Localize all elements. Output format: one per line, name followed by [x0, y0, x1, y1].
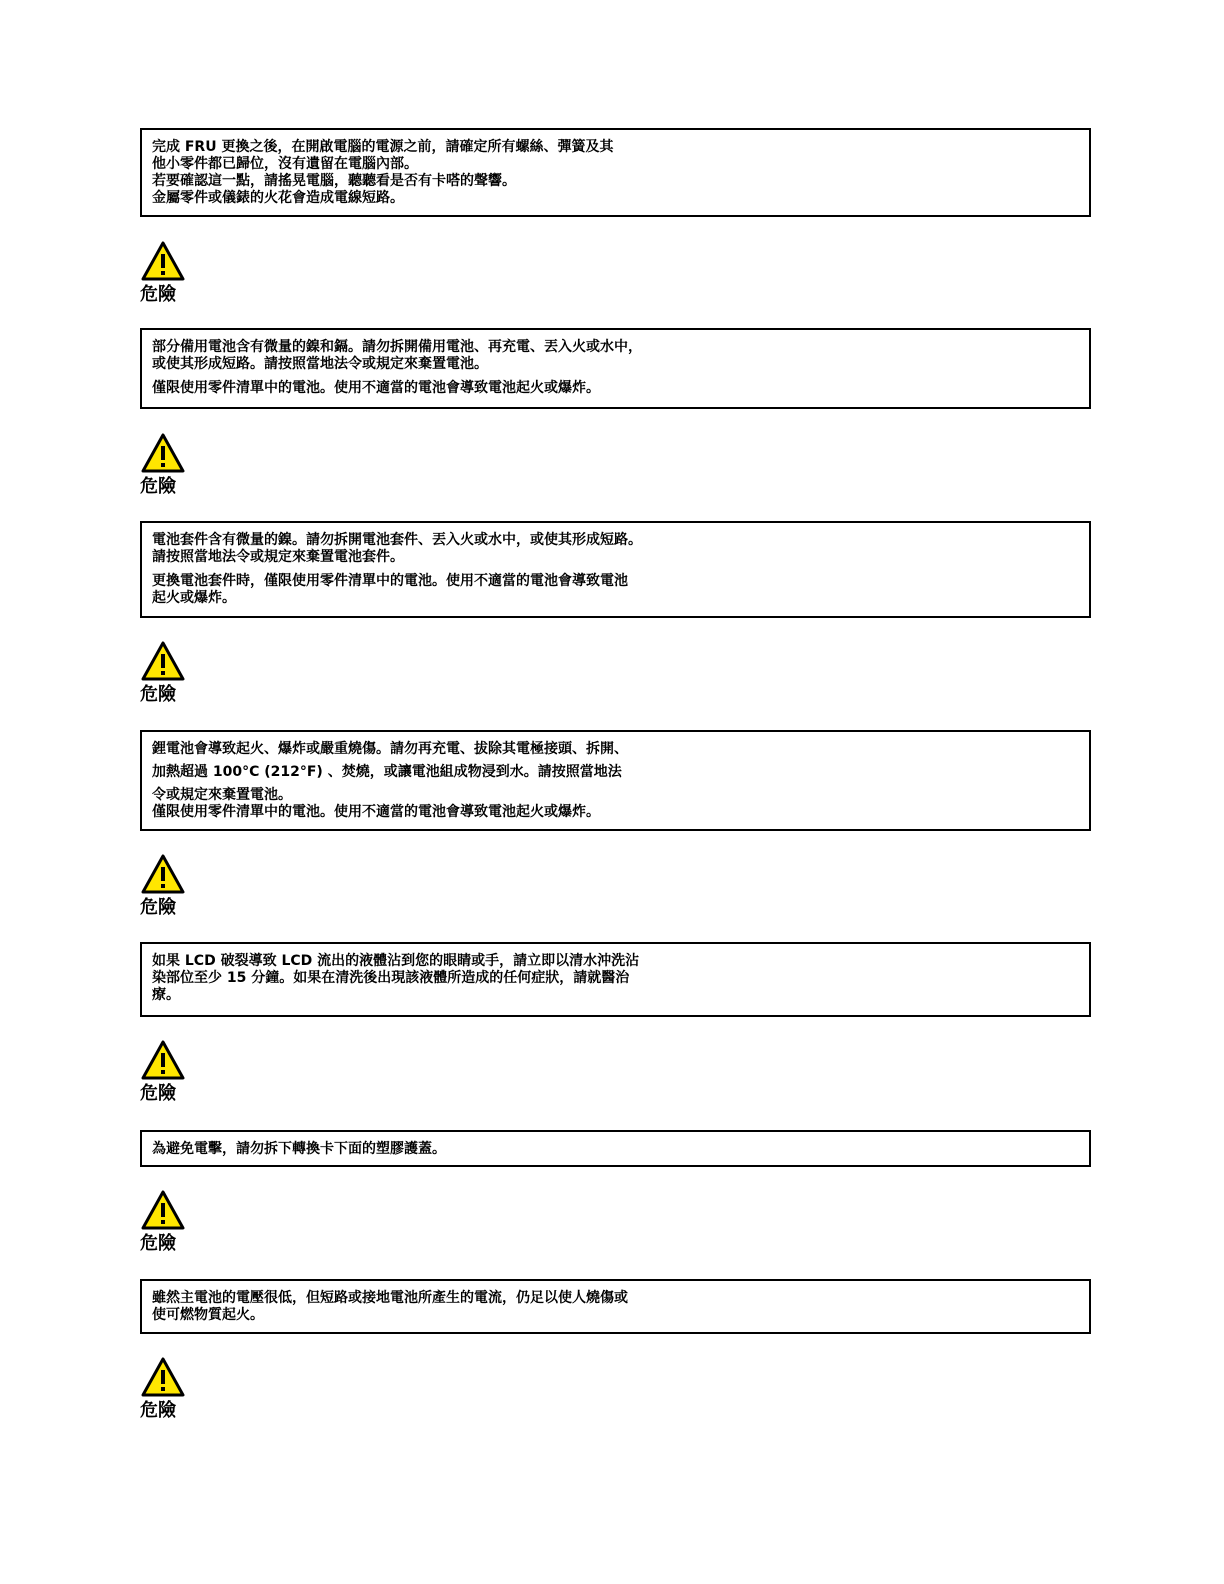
- notice-text: 完成 FRU 更換之後，在開啟電腦的電源之前，請確定所有螺絲、彈簧及其: [152, 139, 614, 155]
- danger-warning-7: [140, 1356, 200, 1421]
- danger-warning-2: [140, 432, 200, 497]
- notice-text: 雖然主電池的電壓很低，但短路或接地電池所產生的電流，仍足以使人燒傷或: [152, 1290, 628, 1306]
- danger-label: 危險: [140, 284, 176, 305]
- warning-triangle-icon: [140, 1039, 186, 1081]
- notice-text: 加熱超過 100°C (212°F) 、焚燒，或讓電池組成物浸到水。請按照當地法: [152, 764, 622, 780]
- notice-text: 令或規定來棄置電池。: [152, 787, 292, 803]
- danger-label: 危險: [140, 476, 176, 497]
- notice-text: 起火或爆炸。: [152, 590, 236, 606]
- notice-text: 電池套件含有微量的鎳。請勿拆開電池套件、丟入火或水中，或使其形成短路。: [152, 532, 642, 548]
- danger-label: 危險: [140, 1083, 176, 1104]
- safety-notice-3: [140, 521, 1091, 618]
- danger-label: 危險: [140, 897, 176, 918]
- danger-warning-6: [140, 1189, 200, 1254]
- danger-label: 危險: [140, 684, 176, 705]
- warning-triangle-icon: [140, 1189, 186, 1231]
- notice-text: 如果 LCD 破裂導致 LCD 流出的液體沾到您的眼睛或手，請立即以清水沖洗沾: [152, 953, 640, 969]
- notice-text: 請按照當地法令或規定來棄置電池套件。: [152, 549, 404, 565]
- warning-triangle-icon: [140, 240, 186, 282]
- safety-notice-1: [140, 128, 1091, 217]
- safety-notice-7: [140, 1279, 1091, 1334]
- notice-text: 療。: [152, 987, 180, 1003]
- notice-text: 更換電池套件時，僅限使用零件清單中的電池。使用不適當的電池會導致電池: [152, 573, 628, 589]
- safety-notice-4: [140, 730, 1091, 831]
- notice-text: 使可燃物質起火。: [152, 1307, 264, 1323]
- safety-notice-6: [140, 1130, 1091, 1167]
- warning-triangle-icon: [140, 853, 186, 895]
- notice-text: 金屬零件或儀錶的火花會造成電線短路。: [152, 190, 404, 206]
- danger-warning-5: [140, 1039, 200, 1104]
- warning-triangle-icon: [140, 432, 186, 474]
- notice-text: 為避免電擊，請勿拆下轉換卡下面的塑膠護蓋。: [152, 1141, 446, 1157]
- notice-text: 染部位至少 15 分鐘。如果在清洗後出現該液體所造成的任何症狀，請就醫治: [152, 970, 630, 986]
- notice-text: 部分備用電池含有微量的鎳和鎘。請勿拆開備用電池、再充電、丟入火或水中，: [152, 339, 642, 355]
- safety-notice-5: [140, 942, 1091, 1017]
- notice-text: 僅限使用零件清單中的電池。使用不適當的電池會導致電池起火或爆炸。: [152, 380, 600, 396]
- safety-notice-2: [140, 328, 1091, 409]
- notice-text: 或使其形成短路。請按照當地法令或規定來棄置電池。: [152, 356, 488, 372]
- danger-label: 危險: [140, 1233, 176, 1254]
- warning-triangle-icon: [140, 640, 186, 682]
- danger-warning-4: [140, 853, 200, 918]
- notice-text: 若要確認這一點，請搖晃電腦，聽聽看是否有卡嗒的聲響。: [152, 173, 516, 189]
- danger-warning-3: [140, 640, 200, 705]
- notice-text: 鋰電池會導致起火、爆炸或嚴重燒傷。請勿再充電、拔除其電極接頭、拆開、: [152, 741, 628, 757]
- danger-label: 危險: [140, 1400, 176, 1421]
- notice-text: 僅限使用零件清單中的電池。使用不適當的電池會導致電池起火或爆炸。: [152, 804, 600, 820]
- notice-text: 他小零件都已歸位，沒有遺留在電腦內部。: [152, 156, 418, 172]
- danger-warning-1: [140, 240, 200, 305]
- warning-triangle-icon: [140, 1356, 186, 1398]
